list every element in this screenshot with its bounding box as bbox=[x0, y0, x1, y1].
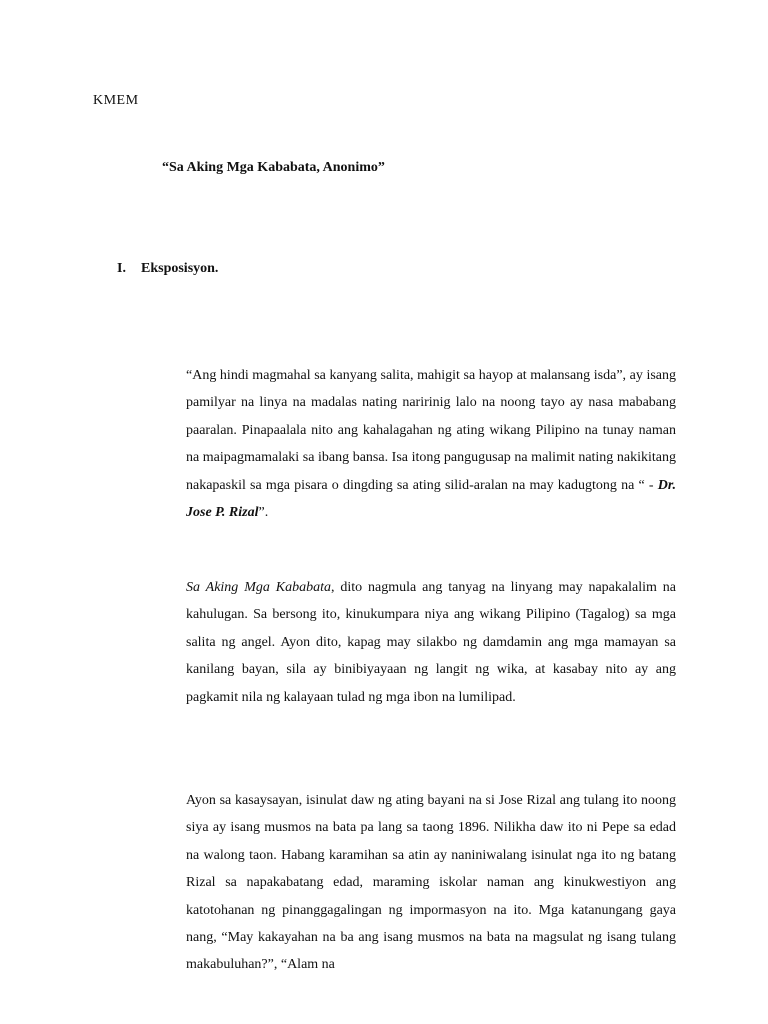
section-title: Eksposisyon. bbox=[141, 261, 219, 276]
document-title: “Sa Aking Mga Kababata, Anonimo” bbox=[162, 160, 385, 175]
section-heading bbox=[117, 261, 218, 277]
paragraph-3 bbox=[186, 787, 676, 979]
paragraph-3-text: Ayon sa kasaysayan, isinulat daw ng ating bayani na si Jose Rizal ang tulang ito noong siya ay isang musmos na bata pa lang sa taong 1896. Nilikha daw ito ni Pepe sa edad na walong taon. Habang karamihan sa atin ay naniniwalang isinulat nga ito ng batang Rizal sa napakabatang edad, maraming iskolar naman ang kinukwestiyon ang katotohanan ng pinanggagalingan ng impormasyon na ito. Mga katanungang gaya nang, “May kakayahan na ba ang isang musmos na bata na magsulat ng isang tulang makabuluhan?”, “Alam na bbox=[186, 793, 676, 973]
paragraph-1-text: “Ang hindi magmahal sa kanyang salita, mahigit sa hayop at malansang isda”, ay isang pamilyar na linya na madalas nating naririnig lalo na noong tayo ay nasa mababang paaralan. Pinapaalala nito ang kahalagahan ng ating wikang Pilipino na tunay naman na maipagmamalaki sa ibang bansa. Isa itong pangugusap na malimit nating nakikitang nakapaskil sa mga pisara o dingding sa ating silid-aralan na may kadugtong na “ - bbox=[186, 368, 676, 493]
poem-title-italic: Sa Aking Mga Kababata bbox=[186, 580, 331, 595]
paragraph-1 bbox=[186, 362, 676, 526]
rizal-attribution: Dr. Jose P. Rizal bbox=[186, 477, 676, 521]
paragraph-2-text: , dito nagmula ang tanyag na linyang may napakalalim na kahulugan. Sa bersong ito, kinukumpara niya ang wikang Pilipino (Tagalog) sa mga salita ng angel. Ayon dito, kapag may silakbo ng damdamin ang mga mamayan sa kanilang bayan, sila ay binibiyayaan ng langit ng wika, at kasabay nito ay ang pagkamit nila ng kalayaan tulad ng mga ibon na lumilipad. bbox=[186, 580, 676, 705]
paragraph-2 bbox=[186, 574, 676, 711]
header-code: KMEM bbox=[93, 93, 139, 108]
paragraph-1-end: ”. bbox=[258, 505, 269, 521]
section-number: I. bbox=[117, 261, 126, 276]
